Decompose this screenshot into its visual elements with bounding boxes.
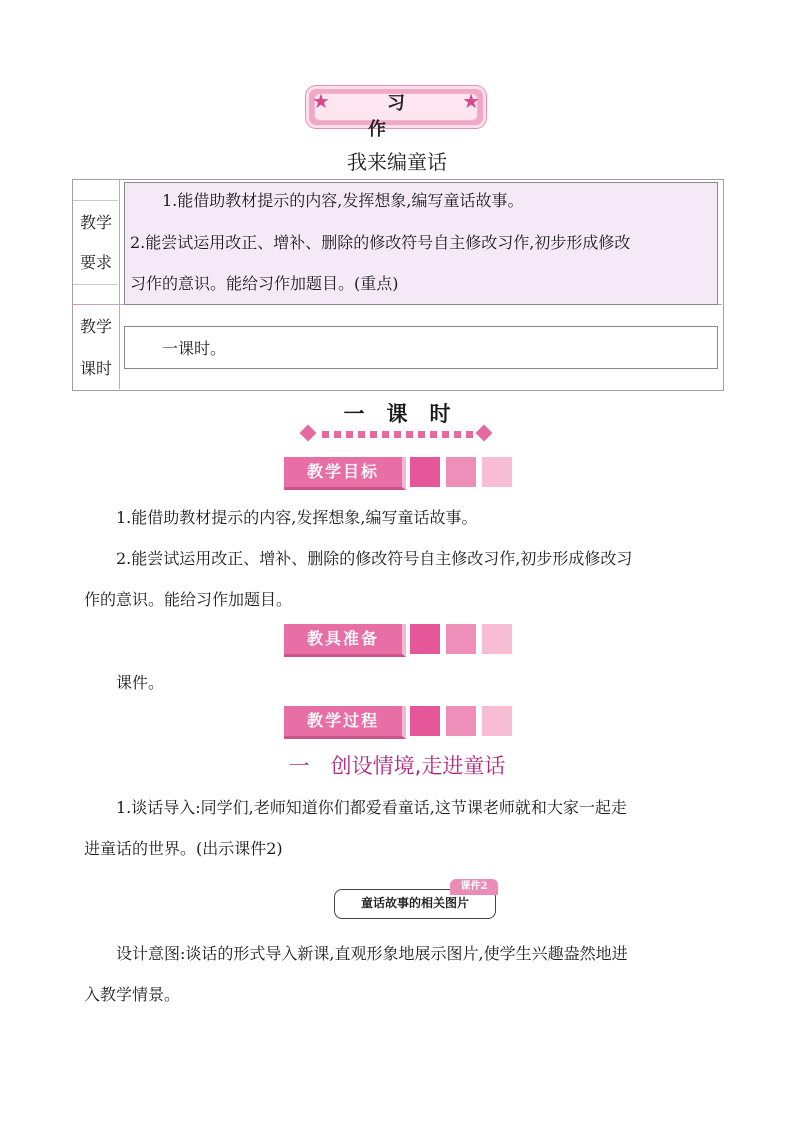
square-icon bbox=[482, 706, 512, 736]
section-tag-process bbox=[284, 706, 514, 738]
section-tag-tools bbox=[284, 624, 514, 656]
design-intent-line: 入教学情景。 bbox=[84, 985, 181, 1004]
page-subtitle: 我来编童话 bbox=[347, 150, 447, 174]
table-divider bbox=[119, 179, 120, 389]
hours-value: 一课时。 bbox=[162, 339, 227, 358]
banner-title: 习 作 bbox=[368, 93, 443, 140]
requirement-line: 1.能借助教材提示的内容,发挥想象,编写童话故事。 bbox=[162, 191, 524, 210]
square-icon bbox=[446, 706, 476, 736]
section-tag-label: 教具准备 bbox=[284, 624, 406, 657]
square-icon bbox=[482, 457, 512, 487]
hours-label: 课时 bbox=[79, 359, 112, 378]
square-icon bbox=[482, 624, 512, 654]
section-tag-goals bbox=[284, 457, 514, 489]
courseware-tab: 课件2 bbox=[450, 879, 498, 895]
square-icon bbox=[410, 706, 440, 736]
table-divider bbox=[73, 200, 118, 201]
star-icon: ★ bbox=[462, 89, 480, 113]
square-icon bbox=[410, 457, 440, 487]
courseware-title: 童话故事的相关图片 bbox=[360, 896, 469, 910]
lesson-heading: 一课时 bbox=[343, 402, 473, 426]
goal-line: 2.能尝试运用改正、增补、删除的修改符号自主修改习作,初步形成修改习 bbox=[116, 549, 633, 568]
square-icon bbox=[410, 624, 440, 654]
goal-line: 1.能借助教材提示的内容,发挥想象,编写童话故事。 bbox=[116, 508, 478, 527]
requirement-line: 2.能尝试运用改正、增补、删除的修改符号自主修改习作,初步形成修改 bbox=[130, 233, 631, 252]
section-tag-label: 教学目标 bbox=[284, 457, 406, 490]
tools-text: 课件。 bbox=[116, 673, 165, 692]
requirements-label: 要求 bbox=[79, 253, 112, 272]
title-banner bbox=[306, 86, 486, 140]
process-line: 进童话的世界。(出示课件2) bbox=[84, 839, 283, 858]
requirements-label: 教学 bbox=[79, 213, 112, 232]
dotted-divider bbox=[302, 430, 492, 440]
star-icon: ★ bbox=[312, 89, 330, 113]
hours-label: 教学 bbox=[79, 317, 112, 336]
square-icon bbox=[446, 624, 476, 654]
process-line: 1.谈话导入:同学们,老师知道你们都爱看童话,这节课老师就和大家一起走 bbox=[116, 798, 627, 817]
process-step-title: 一 创设情境,走进童话 bbox=[288, 754, 506, 778]
design-intent-line: 设计意图:谈话的形式导入新课,直观形象地展示图片,使学生兴趣盎然地进 bbox=[116, 944, 628, 963]
table-divider bbox=[73, 284, 118, 285]
requirement-line: 习作的意识。能给习作加题目。(重点) bbox=[130, 274, 399, 293]
courseware-label bbox=[334, 879, 498, 921]
square-icon bbox=[446, 457, 476, 487]
section-tag-label: 教学过程 bbox=[284, 706, 406, 739]
goal-line: 作的意识。能给习作加题目。 bbox=[84, 590, 293, 609]
